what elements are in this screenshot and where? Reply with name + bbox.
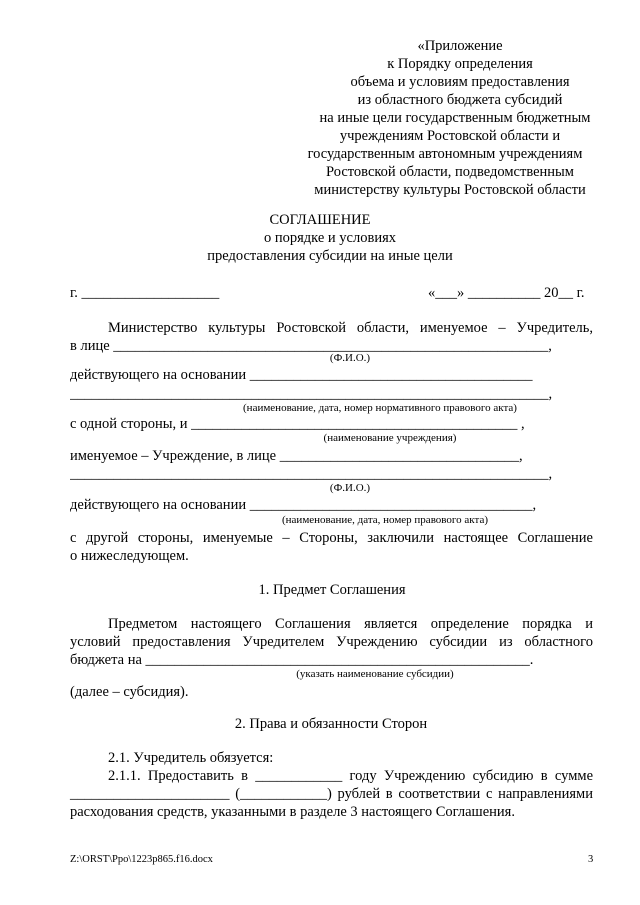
- caption-fio: (Ф.И.О.): [329, 482, 371, 494]
- caption-institution: (наименование учреждения): [323, 432, 457, 444]
- section-heading: 1. Предмет Соглашения: [258, 582, 406, 598]
- caption-act: (наименование, дата, номер правового акта): [282, 514, 488, 526]
- parties-line: о нижеследующем.: [70, 548, 189, 564]
- appendix-line: из областного бюджета субсидий: [357, 92, 563, 108]
- section-line: бюджета на _____________________________________________________.: [70, 652, 534, 668]
- footer-file-path: Z:\ORST\Ppo\1223p865.f16.docx: [70, 854, 213, 865]
- parties-line: именуемое – Учреждение, в лице _________________________________,: [70, 448, 523, 464]
- section-line: условий предоставления Учредителем Учреждению субсидии из областного: [70, 634, 593, 650]
- date-field: «___» __________ 20__ г.: [428, 285, 585, 301]
- section-line: 2.1. Учредитель обязуется:: [108, 750, 274, 766]
- parties-line: с другой стороны, именуемые – Стороны, заключили настоящее Соглашение: [70, 530, 593, 546]
- caption-fio: (Ф.И.О.): [329, 352, 371, 364]
- page-number: 3: [588, 854, 594, 865]
- parties-line: Министерство культуры Ростовской области, именуемое – Учредитель,: [108, 320, 593, 336]
- section-line: 2.1.1. Предоставить в ____________ году Учреждению субсидию в сумме: [108, 768, 593, 784]
- appendix-line: объема и условиям предоставления: [350, 74, 570, 90]
- appendix-line: «Приложение: [417, 38, 503, 54]
- parties-line: в лице ____________________________________________________________,: [70, 338, 552, 354]
- appendix-line: Ростовской области, подведомственным: [326, 164, 574, 180]
- parties-line: с одной стороны, и _____________________________________________ ,: [70, 416, 525, 432]
- appendix-line: учреждениям Ростовской области и: [339, 128, 561, 144]
- document-title: СОГЛАШЕНИЕ: [269, 212, 371, 228]
- city-field: г. ___________________: [70, 285, 220, 301]
- appendix-line: на иные цели государственным бюджетным: [319, 110, 591, 126]
- section-line: ______________________ (____________) рублей в соответствии с направлениями: [70, 786, 593, 802]
- parties-line: действующего на основании _______________________________________,: [70, 497, 537, 513]
- parties-line: действующего на основании _______________________________________: [70, 367, 533, 383]
- appendix-line: к Порядку определения: [387, 56, 533, 72]
- caption-act: (наименование, дата, номер нормативного правового акта): [243, 402, 517, 414]
- parties-line: __________________________________________________________________,: [70, 386, 553, 402]
- section-line: (далее – субсидия).: [70, 684, 189, 700]
- caption-subsidy: (указать наименование субсидии): [296, 668, 454, 680]
- document-subtitle: предоставления субсидии на иные цели: [207, 248, 453, 264]
- section-heading: 2. Права и обязанности Сторон: [234, 716, 428, 732]
- appendix-line: государственным автономным учреждениям: [307, 146, 583, 162]
- section-line: Предметом настоящего Соглашения является определение порядка и: [108, 616, 593, 632]
- appendix-line: министерству культуры Ростовской области: [314, 182, 586, 198]
- document-subtitle: о порядке и условиях: [263, 230, 396, 246]
- parties-line: __________________________________________________________________,: [70, 466, 553, 482]
- section-line: расходования средств, указанными в разделе 3 настоящего Соглашения.: [70, 804, 515, 820]
